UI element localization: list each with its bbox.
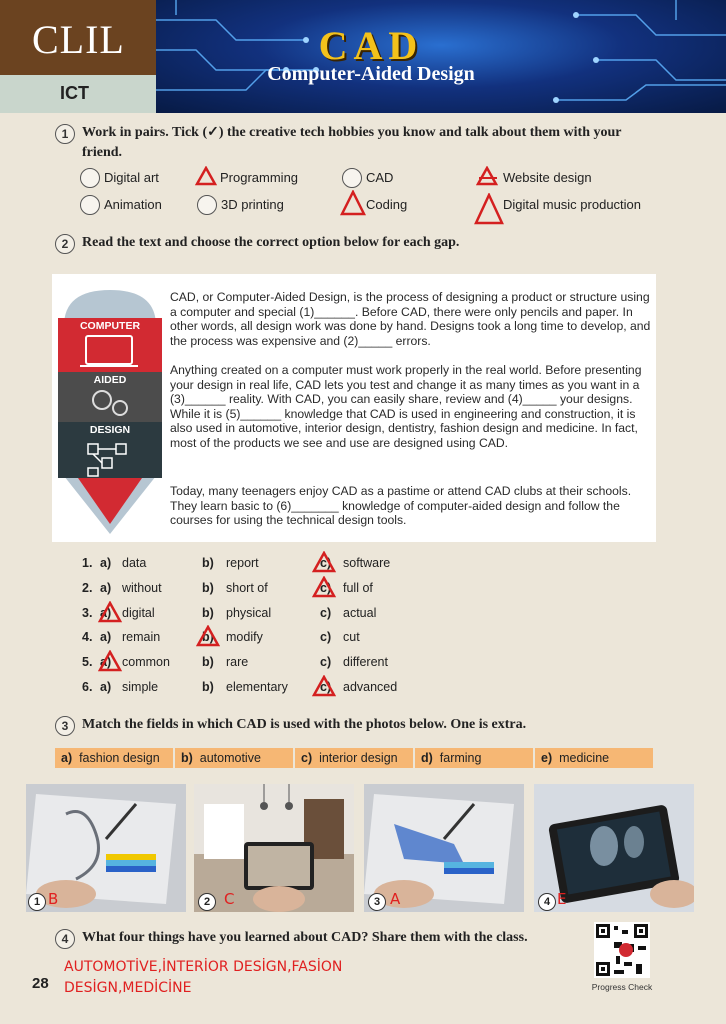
subject-label-box <box>0 75 156 113</box>
handwritten-answer-line-1: AUTOMOTİVE,İNTERİOR DESİGN,FASİON <box>64 959 343 975</box>
option-text-c: cut <box>343 630 360 645</box>
answer-mark-triangle-icon[interactable] <box>312 675 336 697</box>
exercise-3-instruction: Match the fields in which CAD is used with the photos below. One is extra. <box>82 717 527 732</box>
page-title: CAD <box>318 23 424 68</box>
field-label-a <box>55 748 173 768</box>
field-label-c <box>295 748 413 768</box>
option-label: Programming <box>220 170 299 185</box>
answer-number: 3. <box>82 605 93 620</box>
checkbox-digital-art[interactable] <box>80 168 100 188</box>
graphic-label: AIDED <box>93 374 127 386</box>
exercise-1-instruction: Work in pairs. Tick (✓) the creative tech hobbies you know and talk about them with your friend. <box>82 125 622 160</box>
handwritten-answer-line-2: DESİGN,MEDİCİNE <box>64 980 192 996</box>
option-letter-a: a) <box>100 580 112 595</box>
option-text-b: short of <box>226 580 268 595</box>
exercise-2-instruction: Read the text and choose the correct option below for each gap. <box>82 235 460 250</box>
option-letter-a: a) <box>100 680 112 694</box>
paragraph-1: CAD, or Computer-Aided Design, is the process of designing a product or structure using a computer and special (1)______. Before CAD, there were only pencils and paper. In other words, all design work was done by hand. Designs took a long time to develop, and the process was expensive and (2)_____ errors. <box>170 290 651 348</box>
option-text-b: report <box>226 556 259 570</box>
option-letter-c: c) <box>320 580 332 595</box>
label-letter: e) <box>541 751 553 765</box>
option-text-c: different <box>343 655 388 670</box>
option-text-a: simple <box>122 680 159 694</box>
option-letter-b: b) <box>202 605 214 620</box>
option-text-a: digital <box>122 605 155 620</box>
tick-triangle-icon[interactable] <box>340 190 366 216</box>
tick-triangle-icon[interactable] <box>476 166 498 186</box>
option-label: Digital art <box>104 170 159 185</box>
field-label-e <box>535 748 653 768</box>
photo-number: 3 <box>368 893 386 911</box>
option-label: Animation <box>104 197 162 212</box>
checkbox-animation[interactable] <box>80 195 100 215</box>
option-text-b: rare <box>226 655 249 670</box>
label-letter: d) <box>421 751 433 765</box>
option-label: CAD <box>366 170 394 185</box>
field-label-d <box>415 748 533 768</box>
option-text-a: common <box>122 655 170 670</box>
paragraph-3: Today, many teenagers enjoy CAD as a pastime or attend CAD clubs at their schools. They learn basic to (6)_______ knowledge of computer-aided design and follow the courses for using the technical design tools. <box>170 484 632 528</box>
reading-text-panel <box>52 274 656 542</box>
option-letter-b: b) <box>202 630 214 645</box>
clil-label-box <box>0 0 156 75</box>
option-letter-a: a) <box>100 630 112 645</box>
answer-number: 2. <box>82 580 93 595</box>
label-text: interior design <box>319 751 398 765</box>
answer-mark-triangle-icon[interactable] <box>98 601 122 623</box>
answer-number: 4. <box>82 630 93 645</box>
label-text: automotive <box>199 751 261 765</box>
answer-mark-triangle-icon[interactable] <box>196 625 220 647</box>
progress-check-label: Progress Check <box>591 982 653 992</box>
option-text-a: without <box>122 580 162 595</box>
graphic-label: COMPUTER <box>79 320 141 332</box>
label-text: fashion design <box>79 751 160 765</box>
option-letter-b: b) <box>202 556 214 570</box>
option-text-a: data <box>122 556 147 570</box>
option-text-c: advanced <box>343 680 398 694</box>
option-text-b: modify <box>226 630 263 645</box>
label-text: farming <box>439 751 482 765</box>
label-text: medicine <box>559 751 610 765</box>
option-label: Coding <box>366 197 408 212</box>
option-text-c: actual <box>343 605 377 620</box>
option-text-a: remain <box>122 630 161 645</box>
field-label-b <box>175 748 293 768</box>
option-letter-b: b) <box>202 680 214 694</box>
label-letter: b) <box>181 751 193 765</box>
option-text-b: elementary <box>226 680 288 694</box>
answer-mark-triangle-icon[interactable] <box>98 650 122 672</box>
handwritten-answer: E <box>557 890 567 908</box>
page-number: 28 <box>32 975 49 992</box>
option-label: Website design <box>503 170 592 185</box>
photo-number: 1 <box>28 893 46 911</box>
option-letter-b: b) <box>202 580 214 595</box>
handwritten-answer: A <box>390 890 401 908</box>
exercise-3-number: 3 <box>55 716 75 736</box>
handwritten-answer: B <box>48 890 59 908</box>
checkbox-3d-printing[interactable] <box>197 195 217 215</box>
option-label: Digital music production <box>503 197 642 212</box>
option-letter-c: c) <box>320 630 332 645</box>
option-text-c: full of <box>343 580 373 595</box>
answer-number: 1. <box>82 556 93 570</box>
paragraph-2: Anything created on a computer must work properly in the real world. Before presenting your design in real life, CAD lets you test and change it as many times as you want in a (3)______ reality. With CAD, you can easily share, review and (4)_____ your designs. While it is (5)______ knowledge that CAD is used in engineering and construction, it is also used in automotive, interior design, dentistry, fashion design and medicine. In fact, most of the products we see and use are designed using CAD. <box>170 363 642 450</box>
handwritten-answer: C <box>224 890 235 908</box>
exercise-4-number: 4 <box>55 929 75 949</box>
label-letter: a) <box>61 751 73 765</box>
option-letter-a: a) <box>100 556 112 570</box>
photo-automotive-tablet <box>364 784 524 912</box>
answer-number: 5. <box>82 655 93 670</box>
graphic-label: DESIGN <box>89 424 131 436</box>
tick-triangle-icon[interactable] <box>474 193 504 225</box>
subject-label: ICT <box>60 83 89 103</box>
tick-triangle-icon[interactable] <box>195 166 217 186</box>
answer-mark-triangle-icon[interactable] <box>312 551 336 573</box>
qr-code-icon[interactable] <box>594 922 650 978</box>
photo-number: 2 <box>198 893 216 911</box>
answer-mark-triangle-icon[interactable] <box>312 576 336 598</box>
answer-number: 6. <box>82 680 93 694</box>
option-label: 3D printing <box>221 197 284 212</box>
checkbox-cad[interactable] <box>342 168 362 188</box>
option-letter-c: c) <box>320 655 332 670</box>
photo-interior-tablet <box>194 784 354 912</box>
option-letter-c: c) <box>320 680 332 694</box>
option-text-b: physical <box>226 605 272 620</box>
option-letter-a: a) <box>100 605 112 620</box>
exercise-1-number: 1 <box>55 124 75 144</box>
option-letter-c: c) <box>320 605 332 620</box>
photo-number: 4 <box>538 893 556 911</box>
exercise-2-number: 2 <box>55 234 75 254</box>
exercise-4-instruction: What four things have you learned about CAD? Share them with the class. <box>82 930 528 945</box>
option-text-c: software <box>343 556 391 570</box>
page-subtitle: Computer-Aided Design <box>267 63 475 85</box>
option-letter-c: c) <box>320 556 332 570</box>
clil-label: CLIL <box>32 17 125 62</box>
option-letter-b: b) <box>202 655 214 670</box>
option-letter-a: a) <box>100 655 112 670</box>
label-letter: c) <box>301 751 313 765</box>
